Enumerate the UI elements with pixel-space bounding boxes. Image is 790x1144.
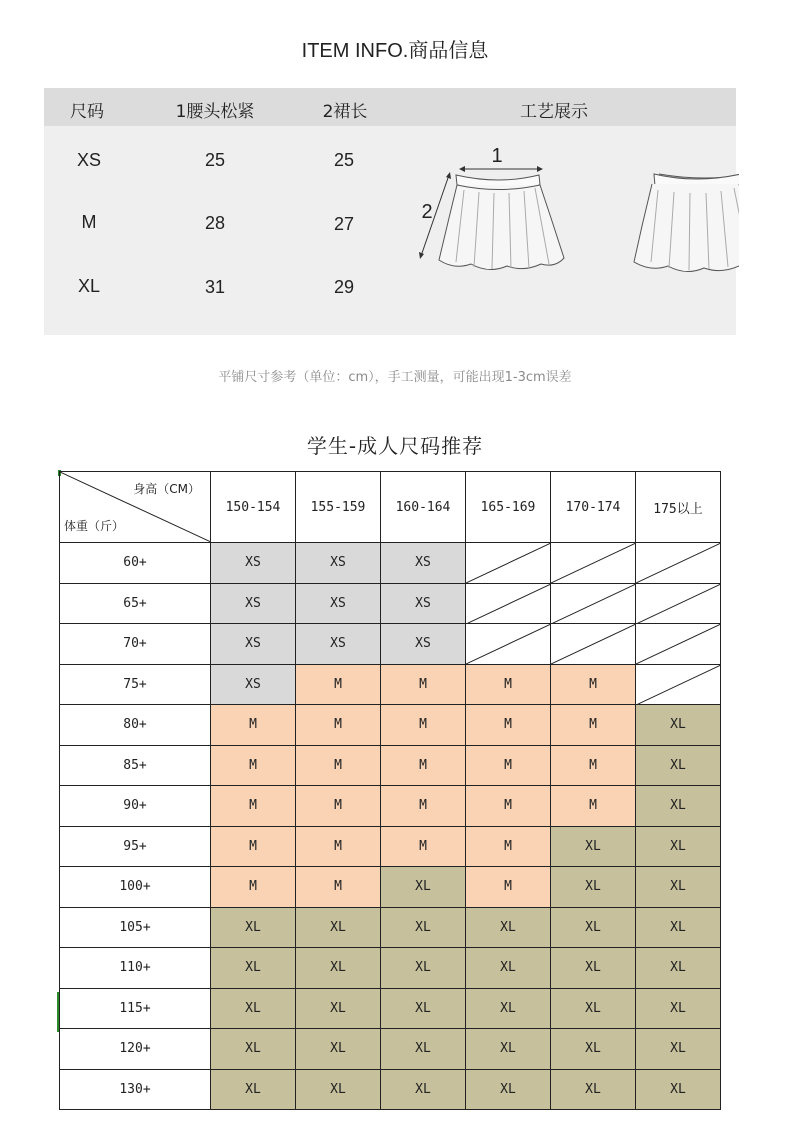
weight-label: 110+ xyxy=(60,948,211,989)
size-cell: XL xyxy=(636,907,721,948)
table-row xyxy=(60,867,721,908)
size-cell: XL xyxy=(296,948,381,989)
size-cell: M xyxy=(296,664,381,705)
weight-label: 90+ xyxy=(60,786,211,827)
diagram-label-2: 2 xyxy=(421,201,433,223)
size-cell: M xyxy=(296,745,381,786)
not-available-cell xyxy=(551,624,636,665)
weight-label: 100+ xyxy=(60,867,211,908)
size-cell: M xyxy=(466,705,551,746)
size-cell: XS xyxy=(211,624,296,665)
size-cell: XS xyxy=(211,543,296,584)
size-cell: M xyxy=(296,826,381,867)
cell-diagonal xyxy=(551,584,636,624)
cell-diagonal xyxy=(551,624,636,664)
table-row xyxy=(60,664,721,705)
size-cell: XL xyxy=(381,988,466,1029)
diagram-label-1: 1 xyxy=(491,145,503,167)
not-available-cell xyxy=(636,583,721,624)
size-cell: XL xyxy=(211,1069,296,1110)
size-cell: XL xyxy=(381,867,466,908)
size-cell: M xyxy=(296,786,381,827)
table-row xyxy=(60,948,721,989)
size-cell: M xyxy=(466,664,551,705)
not-available-cell xyxy=(636,624,721,665)
cell-diagonal xyxy=(636,665,721,705)
info-size-xs: XS xyxy=(76,150,101,170)
size-cell: XL xyxy=(381,948,466,989)
info-length-xl: 29 xyxy=(333,277,355,297)
size-cell: XL xyxy=(211,907,296,948)
size-cell: XL xyxy=(551,1069,636,1110)
size-cell: XL xyxy=(551,867,636,908)
not-available-cell xyxy=(551,583,636,624)
column-header: 175以上 xyxy=(636,472,721,543)
size-cell: XL xyxy=(551,988,636,1029)
not-available-cell xyxy=(466,624,551,665)
height-axis-label: 身高（CM） xyxy=(133,482,200,496)
weight-label: 70+ xyxy=(60,624,211,665)
size-cell: XS xyxy=(296,543,381,584)
size-cell: XL xyxy=(636,826,721,867)
weight-axis-label: 体重（斤） xyxy=(64,519,125,533)
size-cell: M xyxy=(211,826,296,867)
weight-label: 95+ xyxy=(60,826,211,867)
selection-marker xyxy=(57,992,59,1032)
not-available-cell xyxy=(636,543,721,584)
column-header: 170-174 xyxy=(551,472,636,543)
header-craft: 工艺展示 xyxy=(520,102,588,122)
size-cell: M xyxy=(211,786,296,827)
size-cell: XS xyxy=(381,583,466,624)
size-cell: XS xyxy=(211,664,296,705)
size-cell: XL xyxy=(636,988,721,1029)
item-info-title: ITEM INFO.商品信息 xyxy=(301,40,489,62)
info-length-m: 27 xyxy=(333,214,355,234)
size-cell: M xyxy=(466,826,551,867)
size-cell: XL xyxy=(381,907,466,948)
size-cell: XL xyxy=(381,1069,466,1110)
table-row xyxy=(60,826,721,867)
size-cell: XL xyxy=(551,1029,636,1070)
table-row xyxy=(60,543,721,584)
size-cell: XS xyxy=(211,583,296,624)
not-available-cell xyxy=(636,664,721,705)
header-size: 尺码 xyxy=(70,102,104,122)
size-cell: XL xyxy=(211,1029,296,1070)
size-cell: M xyxy=(381,705,466,746)
size-cell: M xyxy=(551,705,636,746)
info-waist-xl: 31 xyxy=(204,277,226,297)
size-cell: XL xyxy=(551,907,636,948)
size-cell: XS xyxy=(296,624,381,665)
item-info-header xyxy=(44,88,736,126)
size-cell: M xyxy=(466,867,551,908)
table-row xyxy=(60,745,721,786)
size-cell: M xyxy=(551,745,636,786)
weight-label: 75+ xyxy=(60,664,211,705)
measurement-note: 平铺尺寸参考（单位：cm），手工测量，可能出现1-3cm误差 xyxy=(218,370,572,385)
weight-label: 80+ xyxy=(60,705,211,746)
size-cell: XL xyxy=(296,988,381,1029)
cell-diagonal xyxy=(636,543,721,583)
size-cell: XL xyxy=(296,1069,381,1110)
size-cell: XL xyxy=(466,907,551,948)
size-cell: XS xyxy=(381,543,466,584)
info-size-m: M xyxy=(81,212,97,232)
size-cell: XL xyxy=(466,1069,551,1110)
weight-label: 60+ xyxy=(60,543,211,584)
size-cell: XL xyxy=(296,1029,381,1070)
column-header: 150-154 xyxy=(211,472,296,543)
skirt-diagram xyxy=(409,138,739,308)
table-row xyxy=(60,1069,721,1110)
not-available-cell xyxy=(551,543,636,584)
size-cell: XL xyxy=(636,948,721,989)
info-waist-m: 28 xyxy=(204,213,226,233)
size-cell: XS xyxy=(296,583,381,624)
size-cell: XL xyxy=(466,1029,551,1070)
table-header-row xyxy=(60,472,721,543)
cell-diagonal xyxy=(551,543,636,583)
header-waist: 1腰头松紧 xyxy=(175,102,255,122)
size-cell: M xyxy=(381,826,466,867)
table-row xyxy=(60,1029,721,1070)
weight-label: 130+ xyxy=(60,1069,211,1110)
weight-label: 115+ xyxy=(60,988,211,1029)
size-cell: M xyxy=(551,786,636,827)
table-row xyxy=(60,786,721,827)
size-cell: XL xyxy=(636,867,721,908)
size-cell: XS xyxy=(381,624,466,665)
size-cell: M xyxy=(551,664,636,705)
cell-diagonal xyxy=(466,543,551,583)
table-row xyxy=(60,583,721,624)
size-cell: XL xyxy=(211,988,296,1029)
table-corner xyxy=(60,472,211,543)
cell-diagonal xyxy=(466,624,551,664)
column-header: 165-169 xyxy=(466,472,551,543)
size-cell: XL xyxy=(466,948,551,989)
size-cell: M xyxy=(381,664,466,705)
size-cell: XL xyxy=(381,1029,466,1070)
size-recommend-table xyxy=(59,471,721,1110)
size-cell: M xyxy=(296,705,381,746)
column-header: 160-164 xyxy=(381,472,466,543)
info-waist-xs: 25 xyxy=(204,150,226,170)
weight-label: 120+ xyxy=(60,1029,211,1070)
table-row xyxy=(60,907,721,948)
size-cell: M xyxy=(381,786,466,827)
size-cell: XL xyxy=(551,826,636,867)
cell-diagonal xyxy=(636,624,721,664)
not-available-cell xyxy=(466,583,551,624)
size-cell: M xyxy=(211,867,296,908)
size-cell: XL xyxy=(636,745,721,786)
size-cell: M xyxy=(466,786,551,827)
column-header: 155-159 xyxy=(296,472,381,543)
size-cell: M xyxy=(466,745,551,786)
weight-label: 105+ xyxy=(60,907,211,948)
size-cell: XL xyxy=(211,948,296,989)
item-info-panel xyxy=(44,88,736,335)
cell-diagonal xyxy=(466,584,551,624)
size-cell: M xyxy=(381,745,466,786)
size-cell: XL xyxy=(551,948,636,989)
table-row xyxy=(60,988,721,1029)
cell-diagonal xyxy=(636,584,721,624)
size-cell: XL xyxy=(636,1069,721,1110)
size-cell: XL xyxy=(636,786,721,827)
not-available-cell xyxy=(466,543,551,584)
size-cell: XL xyxy=(636,1029,721,1070)
size-cell: XL xyxy=(466,988,551,1029)
size-cell: M xyxy=(296,867,381,908)
info-length-xs: 25 xyxy=(333,150,355,170)
table-row xyxy=(60,624,721,665)
size-cell: M xyxy=(211,705,296,746)
weight-label: 65+ xyxy=(60,583,211,624)
size-cell: XL xyxy=(636,705,721,746)
weight-label: 85+ xyxy=(60,745,211,786)
recommend-title: 学生-成人尺码推荐 xyxy=(306,434,484,458)
size-cell: M xyxy=(211,745,296,786)
info-size-xl: XL xyxy=(77,276,101,296)
size-cell: XL xyxy=(296,907,381,948)
table-row xyxy=(60,705,721,746)
header-length: 2裙长 xyxy=(322,102,368,122)
